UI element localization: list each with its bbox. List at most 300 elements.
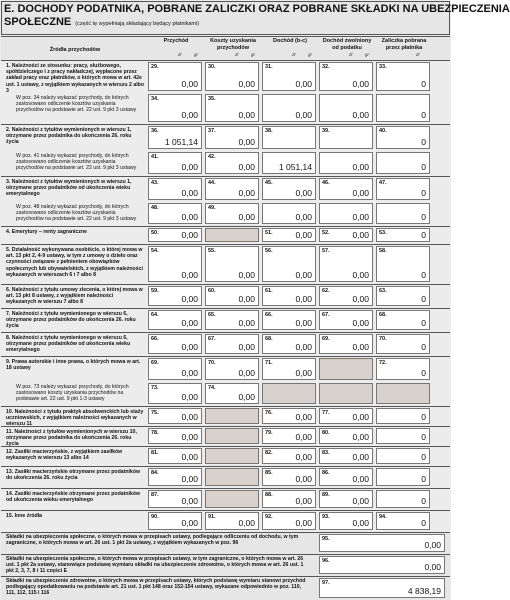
field-value: 0,00: [181, 432, 198, 442]
value-cell[interactable]: [262, 286, 316, 306]
field-number: 61.: [265, 288, 273, 294]
value-cell[interactable]: [376, 228, 430, 242]
field-number: 72.: [379, 360, 387, 366]
field-value: 0,00: [238, 78, 255, 89]
value-cell[interactable]: [262, 334, 316, 354]
field-number: 62.: [322, 288, 330, 294]
row-label: 7. Należności z tytułu wymienionego w wierszu 6, otrzymane przez podatników do ukończenia 26. roku życia: [6, 311, 136, 330]
field-value: 0,00: [352, 110, 369, 120]
value-cell[interactable]: [148, 310, 202, 330]
field-value: 0,00: [238, 162, 255, 172]
value-cell: [205, 408, 259, 424]
field-number: 38.: [265, 128, 273, 134]
field-value: 0,00: [295, 518, 312, 528]
field-value: 0: [421, 342, 426, 352]
field-value: 0,00: [295, 294, 312, 304]
field-value: 0,00: [238, 136, 255, 147]
value-cell[interactable]: [205, 126, 259, 149]
field-value: 0,00: [238, 342, 255, 352]
value-cell[interactable]: [148, 408, 202, 424]
value-cell[interactable]: [376, 408, 430, 424]
value-cell[interactable]: [319, 448, 373, 464]
value-cell[interactable]: [148, 334, 202, 354]
field-value: 0,00: [181, 392, 198, 402]
header-dochod: Dochód (b-c): [273, 38, 307, 44]
field-number: 37.: [208, 128, 216, 134]
field-value: 0: [421, 294, 426, 304]
field-value: 0,00: [181, 230, 198, 240]
field-value: 0: [421, 518, 426, 528]
value-cell[interactable]: [319, 246, 373, 282]
unit-zl: zł: [292, 52, 296, 57]
footer-value-cell[interactable]: [319, 556, 445, 574]
value-cell[interactable]: [319, 62, 373, 91]
field-number: 88.: [265, 492, 273, 498]
field-number: 34.: [151, 95, 159, 102]
value-cell[interactable]: [262, 408, 316, 424]
row-label: 5. Działalność wykonywana osobiście, o której mowa w art. 13 pkt 2, 4-9 ustawy, w tym z umowy o dzieło oraz czynności związane z pełnieniem obowiązków społecznych lub obywatelskich, z wyjątkiem należności wykazanych w wierszach 6 i 7 albo 8: [6, 247, 143, 278]
value-cell[interactable]: [376, 126, 430, 149]
value-cell[interactable]: [148, 126, 202, 149]
field-number: 74.: [208, 384, 216, 391]
field-number: 87.: [151, 492, 159, 498]
footer-label: Składki na ubezpieczenie zdrowotne, o których mowa w przepisach ustawy, których podstawę wymiaru stanowi przychód podlegający opodatkowaniu na podstawie art. 21 ust. 1 pkt 148 oraz 152-154 ustawy, wykazane odpowiednio w poz. 110, 111, 112, 115 i 116: [6, 578, 306, 597]
footer-label: Składki na ubezpieczenia społeczne, o których mowa w przepisach ustawy, podlegające odliczeniu od dochodu, w tym zagraniczne, o których mowa w art. 26 ust. 1 pkt 2a ustawy, z wyjątkiem wykazanych w poz. 96: [6, 534, 299, 547]
field-number: 39.: [322, 128, 330, 134]
field-value: 0,00: [352, 318, 369, 328]
field-value: 0,00: [352, 162, 369, 172]
value-cell[interactable]: [319, 334, 373, 354]
value-cell[interactable]: [319, 428, 373, 444]
field-number: 52.: [322, 230, 330, 236]
field-value: 0,00: [295, 412, 312, 422]
field-value: 0,00: [295, 367, 312, 378]
field-value: 0,00: [352, 518, 369, 528]
value-cell[interactable]: [262, 203, 316, 225]
field-value: 0,00: [295, 496, 312, 506]
field-number: 67.: [322, 312, 330, 318]
row-sublabel: W poz. 34 należy wykazać przychody, do których zastosowano odliczenie kosztów uzyskania przychodów na podstawie art. 22 ust. 9 pkt 3 ustawy: [16, 95, 137, 114]
value-cell[interactable]: [376, 152, 430, 175]
field-value: 0,00: [295, 342, 312, 352]
value-cell[interactable]: [376, 512, 430, 530]
field-number: 70.: [379, 336, 387, 342]
unit-zl: zł: [178, 52, 182, 57]
field-value: 0,00: [181, 367, 198, 378]
value-cell: [376, 383, 430, 405]
value-cell[interactable]: [262, 468, 316, 486]
field-value: 0: [421, 452, 426, 462]
row-sublabel: W poz. 48 należy wykazać przychody, do których zastosowano odliczenie kosztów uzyskania przychodów na podstawie art. 22 ust. 9 pkt 3 ustawy: [16, 204, 137, 223]
field-number: 42.: [208, 153, 216, 160]
field-value: 0,00: [352, 452, 369, 462]
value-cell: [205, 490, 259, 508]
value-cell[interactable]: [262, 512, 316, 530]
field-value: 0,00: [238, 270, 255, 280]
row-label: 10. Należności z tytułu praktyk absolwenckich lub staży uczniowskich, z wyjątkiem należności wykazanych w wierszu 11: [6, 409, 144, 428]
value-cell[interactable]: [262, 126, 316, 149]
field-value: 0,00: [181, 412, 198, 422]
field-value: 0,00: [352, 212, 369, 222]
field-value: 0,00: [295, 187, 312, 198]
field-number: 71.: [265, 360, 273, 366]
value-cell[interactable]: [148, 490, 202, 508]
unit-gr: gr: [251, 52, 256, 57]
value-cell[interactable]: [148, 152, 202, 175]
field-value: 0,00: [352, 230, 369, 240]
value-cell[interactable]: [148, 448, 202, 464]
value-cell[interactable]: [262, 358, 316, 380]
field-number: 73.: [151, 384, 159, 391]
field-number: 45.: [265, 180, 273, 186]
row-label: 13. Zasiłki macierzyńskie otrzymane przez podatników do ukończenia 26. roku życia: [6, 469, 141, 482]
field-value: 0,00: [424, 540, 441, 550]
field-number: 83.: [322, 450, 330, 456]
field-value: 0,00: [181, 318, 198, 328]
field-number: 92.: [265, 514, 273, 520]
field-value: 0,00: [352, 187, 369, 198]
section-title: E. DOCHODY PODATNIKA, POBRANE ZALICZKI ORAZ POBRANE SKŁADKI NA UBEZPIECZENIA: [4, 3, 510, 15]
field-value: 0: [421, 496, 426, 506]
field-value: 0,00: [295, 78, 312, 89]
field-value: 0,00: [352, 412, 369, 422]
field-number: 85.: [265, 470, 273, 476]
field-number: 66.: [151, 336, 159, 342]
field-number: 51.: [265, 230, 273, 236]
field-number: 68.: [265, 336, 273, 342]
unit-zl: zł: [349, 52, 353, 57]
field-value: 0,00: [238, 392, 255, 402]
footer-value-cell[interactable]: [319, 534, 445, 552]
value-cell[interactable]: [205, 94, 259, 123]
field-number: 68.: [379, 312, 387, 318]
value-cell[interactable]: [376, 334, 430, 354]
field-number: 94.: [379, 514, 387, 520]
field-value: 0,00: [295, 452, 312, 462]
field-value: 1 051,14: [164, 136, 198, 147]
value-cell: [262, 383, 316, 405]
field-number: 41.: [151, 153, 159, 160]
field-value: 0,00: [181, 162, 198, 172]
field-value: 0,00: [181, 212, 198, 222]
value-cell: [205, 468, 259, 486]
value-cell[interactable]: [262, 448, 316, 464]
value-cell[interactable]: [262, 94, 316, 123]
value-cell[interactable]: [319, 203, 373, 225]
value-cell[interactable]: [319, 228, 373, 242]
unit-gr: gr: [308, 52, 313, 57]
field-number: 48.: [151, 204, 159, 211]
field-number: 69.: [151, 360, 159, 366]
section-header: [1, 1, 510, 35]
field-number: 33.: [379, 64, 387, 70]
field-number: 89.: [322, 492, 330, 498]
field-value: 0,00: [352, 270, 369, 280]
field-value: 0,00: [181, 78, 198, 89]
field-number: 84.: [151, 470, 159, 476]
value-cell[interactable]: [319, 408, 373, 424]
row-sublabel: W poz. 73 należy wykazać przychody, do których zastosowano koszty uzyskania przychodów na podstawie art. 22 ust. 9 pkt 1-3 ustawy: [16, 384, 129, 403]
field-value: 0,00: [181, 342, 198, 352]
field-value: 0,00: [295, 110, 312, 120]
field-number: 53.: [379, 230, 387, 236]
field-number: 32.: [322, 64, 330, 70]
value-cell[interactable]: [148, 228, 202, 242]
value-cell[interactable]: [205, 383, 259, 405]
value-cell[interactable]: [376, 286, 430, 306]
field-value: 0,00: [238, 518, 255, 528]
value-cell[interactable]: [376, 490, 430, 508]
field-number: 77.: [322, 410, 330, 416]
value-cell[interactable]: [376, 203, 430, 225]
field-value: 0: [421, 162, 426, 172]
header-source: Źródła przychodów: [49, 47, 101, 53]
field-value: 0,00: [352, 78, 369, 89]
field-value: 1 051,14: [278, 162, 312, 172]
value-cell[interactable]: [205, 62, 259, 91]
field-number: 95.: [322, 536, 330, 542]
value-cell[interactable]: [319, 490, 373, 508]
field-value: 0,00: [238, 367, 255, 378]
field-number: 31.: [265, 64, 273, 70]
row-label: 4. Emerytury – renty zagraniczne: [6, 229, 88, 235]
value-cell: [319, 358, 373, 380]
value-cell: [319, 383, 373, 405]
value-cell[interactable]: [319, 468, 373, 486]
field-value: 0: [421, 212, 426, 222]
value-cell: [205, 228, 259, 242]
field-number: 46.: [322, 180, 330, 186]
value-cell[interactable]: [205, 310, 259, 330]
footer-value-cell[interactable]: [319, 578, 445, 598]
field-value: 0: [421, 367, 426, 378]
value-cell[interactable]: [376, 246, 430, 282]
field-value: 0,00: [295, 318, 312, 328]
value-cell[interactable]: [376, 468, 430, 486]
row-label: 14. Zasiłki macierzyńskie otrzymane przez podatników od ukończenia wieku emerytalnego: [6, 491, 141, 504]
field-number: 90.: [151, 514, 159, 520]
value-cell[interactable]: [148, 62, 202, 91]
value-cell[interactable]: [262, 178, 316, 200]
value-cell[interactable]: [262, 228, 316, 242]
field-value: 0,00: [352, 432, 369, 442]
field-number: 49.: [208, 204, 216, 211]
value-cell[interactable]: [148, 468, 202, 486]
field-value: 0: [421, 318, 426, 328]
field-number: 55.: [208, 248, 216, 254]
value-cell[interactable]: [262, 310, 316, 330]
unit-zl: zł: [416, 52, 420, 57]
field-number: 50.: [151, 230, 159, 236]
field-value: 0,00: [424, 562, 441, 572]
value-cell[interactable]: [262, 152, 316, 175]
row-label: 8. Należności z tytułu wymienionego w wierszu 6, otrzymane przez podatników od ukończenia wieku emerytalnego: [6, 335, 131, 354]
field-value: 0,00: [238, 187, 255, 198]
field-value: 0: [421, 412, 426, 422]
section-title-line2: [4, 16, 199, 31]
value-cell[interactable]: [376, 94, 430, 123]
row-label: 15. Inne źródła: [6, 513, 43, 519]
field-number: 93.: [322, 514, 330, 520]
value-cell[interactable]: [148, 512, 202, 530]
field-number: 29.: [151, 64, 159, 70]
field-number: 66.: [265, 312, 273, 318]
value-cell[interactable]: [376, 358, 430, 380]
field-value: 0,00: [295, 212, 312, 222]
value-cell[interactable]: [205, 152, 259, 175]
value-cell[interactable]: [376, 310, 430, 330]
value-cell[interactable]: [376, 178, 430, 200]
value-cell[interactable]: [148, 383, 202, 405]
row-sublabel: W poz. 41 należy wykazać przychody, do których zastosowano odliczenie kosztów uzyskania przychodów na podstawie art. 22 ust. 9 pkt 3 ustawy: [16, 153, 137, 172]
field-number: 79.: [265, 430, 273, 436]
row-label: 3. Należności z tytułów wymienionych w wierszu 1, otrzymane przez podatników od ukończenia wieku emerytalnego: [6, 179, 132, 198]
field-number: 60.: [208, 288, 216, 294]
field-value: 0,00: [238, 318, 255, 328]
row-label: 12. Zasiłki macierzyńskie, z wyjątkiem zasiłków wykazanych w wierszu 13 albo 14: [6, 449, 123, 462]
value-cell[interactable]: [262, 246, 316, 282]
field-value: 0,00: [181, 452, 198, 462]
unit-gr: gr: [365, 52, 370, 57]
field-number: 56.: [265, 248, 273, 254]
field-number: 44.: [208, 180, 216, 186]
value-cell[interactable]: [148, 94, 202, 123]
field-number: 63.: [379, 288, 387, 294]
field-value: 0,00: [181, 110, 198, 120]
value-cell[interactable]: [148, 203, 202, 225]
field-number: 35.: [208, 95, 216, 102]
field-value: 0: [421, 230, 426, 240]
field-number: 40.: [379, 128, 387, 134]
field-value: 0,00: [181, 496, 198, 506]
field-number: 91.: [208, 514, 216, 520]
value-cell[interactable]: [376, 428, 430, 444]
value-cell[interactable]: [262, 490, 316, 508]
value-cell[interactable]: [205, 178, 259, 200]
value-cell[interactable]: [319, 310, 373, 330]
field-value: 0,00: [352, 474, 369, 484]
value-cell[interactable]: [205, 358, 259, 380]
value-cell[interactable]: [376, 62, 430, 91]
value-cell[interactable]: [262, 62, 316, 91]
value-cell: [205, 428, 259, 444]
field-value: 0,00: [181, 187, 198, 198]
field-value: 0,00: [295, 270, 312, 280]
field-value: 0,00: [238, 212, 255, 222]
header-koszty: Koszty uzyskania przychodów: [210, 38, 256, 51]
row-label: 2. Należności z tytułów wymienionych w wierszu 1, otrzymane przez podatnika do ukończenia 26. roku życia: [6, 127, 132, 146]
value-cell[interactable]: [205, 334, 259, 354]
value-cell[interactable]: [319, 94, 373, 123]
field-value: 0,00: [352, 294, 369, 304]
field-number: 43.: [151, 180, 159, 186]
value-cell[interactable]: [148, 358, 202, 380]
section-title-cont: SPOŁECZNE: [4, 16, 72, 28]
field-value: 0: [421, 270, 426, 280]
field-number: 57.: [322, 248, 330, 254]
value-cell[interactable]: [148, 286, 202, 306]
field-number: 70.: [208, 360, 216, 366]
value-cell[interactable]: [148, 178, 202, 200]
unit-gr: gr: [194, 52, 199, 57]
field-number: 69.: [322, 336, 330, 342]
field-number: 80.: [322, 430, 330, 436]
value-cell[interactable]: [319, 512, 373, 530]
field-number: 75.: [151, 410, 159, 416]
field-number: 76.: [265, 410, 273, 416]
value-cell[interactable]: [376, 448, 430, 464]
field-number: 65.: [208, 312, 216, 318]
field-value: 0,00: [295, 432, 312, 442]
field-value: 0,00: [238, 294, 255, 304]
field-number: 47.: [379, 180, 387, 186]
field-number: 97.: [322, 580, 330, 586]
field-number: 64.: [151, 312, 159, 318]
value-cell[interactable]: [319, 178, 373, 200]
field-number: 81.: [151, 450, 159, 456]
value-cell: [205, 448, 259, 464]
field-value: 0,00: [181, 270, 198, 280]
value-cell[interactable]: [148, 428, 202, 444]
row-label: 11. Należności z tytułów wymienionych w wierszu 10, otrzymane przez podatnika do ukończenia 26. roku życia: [6, 429, 137, 448]
value-cell[interactable]: [262, 428, 316, 444]
header-przychod: Przychód: [163, 38, 189, 44]
header-zaliczka: Zaliczka pobrana przez płatnika: [381, 38, 427, 51]
field-number: 54.: [151, 248, 159, 254]
field-value: 0: [421, 78, 426, 89]
value-cell[interactable]: [319, 152, 373, 175]
value-cell[interactable]: [319, 126, 373, 149]
field-value: 0,00: [295, 474, 312, 484]
field-value: 4 838,19: [407, 586, 441, 596]
field-number: 59.: [151, 288, 159, 294]
row-label: 9. Prawa autorskie i inne prawa, o których mowa w art. 18 ustawy: [6, 359, 141, 372]
field-value: 0: [421, 110, 426, 120]
field-value: 0: [421, 187, 426, 198]
field-value: 0,00: [238, 110, 255, 120]
field-number: 82.: [265, 450, 273, 456]
field-number: 36.: [151, 128, 159, 134]
row-label: 6. Należności z tytułu umowy zlecenia, o której mowa w art. 13 pkt 8 ustawy, z wyjątkiem należności wykazanych w wierszu 7 albo 8: [6, 287, 143, 306]
value-cell[interactable]: [205, 286, 259, 306]
value-cell[interactable]: [205, 246, 259, 282]
section-note: (część tę wypełniają składający będący płatnikami): [75, 21, 200, 27]
field-value: 0,00: [181, 518, 198, 528]
field-number: 58.: [379, 248, 387, 254]
field-number: 67.: [208, 336, 216, 342]
field-value: 0: [421, 474, 426, 484]
field-number: 30.: [208, 64, 216, 70]
field-number: 96.: [322, 558, 330, 564]
field-value: 0,00: [295, 230, 312, 240]
value-cell[interactable]: [205, 512, 259, 530]
field-value: 0,00: [181, 294, 198, 304]
field-number: 86.: [322, 470, 330, 476]
field-value: 0,00: [181, 474, 198, 484]
row-label: 1. Należności ze stosunku: pracy, służbowego, spółdzielczego i z pracy nakładczej, wypłacone przez zakład pracy oraz płatników, o których mowa w art. 42e ust. 1 ustawy, z wyjątkiem wykazanych w wierszu 2 albo 3: [6, 63, 144, 94]
header-zwolniony: Dochód zwolniony od podatku: [322, 38, 372, 51]
field-value: 0,00: [352, 342, 369, 352]
footer-label: Składki na ubezpieczenia społeczne, o których mowa w przepisach ustawy, w tym zagraniczne, o których mowa w art. 26 ust. 1 pkt 2a ustawy, stanowiące podstawę wymiaru składki na ubezpieczenie zdrowotne, o których mowa w art. 26 ust. 1 pkt 2, 3, 7, 8 i 11 części E: [6, 556, 304, 575]
value-cell[interactable]: [148, 246, 202, 282]
value-cell[interactable]: [319, 286, 373, 306]
unit-zl: zł: [235, 52, 239, 57]
field-value: 0: [421, 136, 426, 147]
field-value: 0: [421, 432, 426, 442]
field-number: 78.: [151, 430, 159, 436]
value-cell[interactable]: [205, 203, 259, 225]
field-value: 0,00: [352, 496, 369, 506]
